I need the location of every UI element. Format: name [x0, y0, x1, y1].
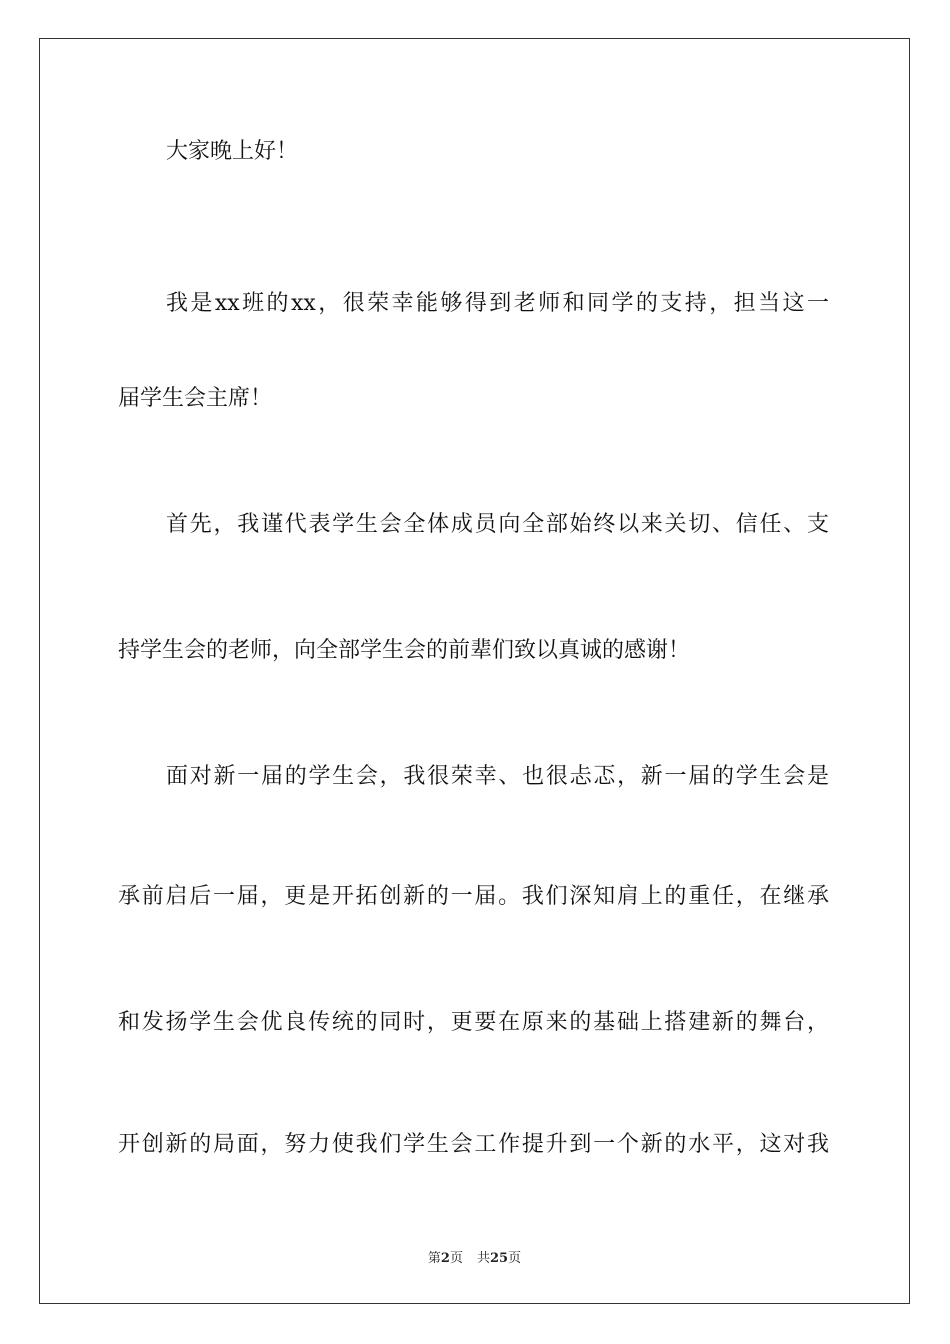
- text-line: 我是xx班的xx，很荣幸能够得到老师和同学的支持，担当这一: [166, 291, 829, 316]
- text-line: 首先，我谨代表学生会全体成员向全部始终以来关切、信任、支: [166, 512, 829, 537]
- document-page: [39, 38, 910, 1304]
- text-line: 开创新的局面，努力使我们学生会工作提升到一个新的水平，这对我: [118, 1132, 829, 1157]
- text-line: 和发扬学生会优良传统的同时，更要在原来的基础上搭建新的舞台，: [118, 1010, 829, 1035]
- total-pages: 25: [489, 1251, 509, 1266]
- text-line: 大家晚上好！: [166, 139, 299, 164]
- page-prefix: 第: [427, 1251, 441, 1266]
- page-suffix: 页: [449, 1251, 463, 1266]
- total-suffix: 页: [508, 1251, 522, 1266]
- text-line: 持学生会的老师，向全部学生会的前辈们致以真诚的感谢！: [118, 638, 691, 663]
- page-number: 2: [440, 1251, 450, 1266]
- total-prefix: 共: [476, 1251, 490, 1266]
- text-line: 承前启后一届，更是开拓创新的一届。我们深知肩上的重任，在继承: [118, 884, 829, 909]
- text-line: 面对新一届的学生会，我很荣幸、也很忐忑，新一届的学生会是: [166, 764, 829, 789]
- text-line: 届学生会主席！: [118, 386, 273, 411]
- page-footer: [40, 1247, 909, 1266]
